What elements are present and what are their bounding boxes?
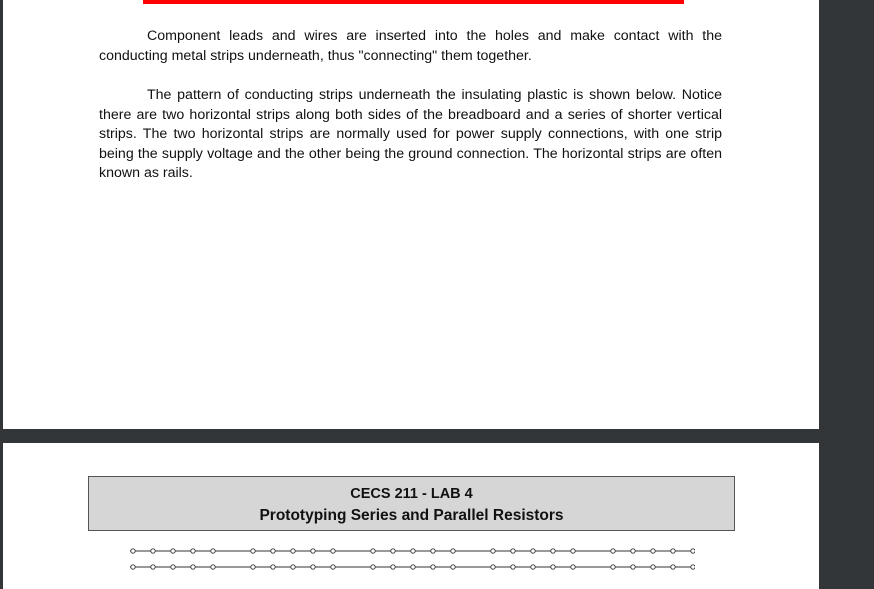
- rail-hole: [411, 565, 415, 569]
- rail-hole: [391, 565, 395, 569]
- rail-hole: [271, 565, 275, 569]
- rail-hole: [371, 549, 375, 553]
- document-page-2: [3, 443, 819, 589]
- viewer-scrollbar-area[interactable]: [819, 0, 874, 589]
- rail-hole: [611, 549, 615, 553]
- rail-hole: [331, 549, 335, 553]
- rail-hole: [291, 549, 295, 553]
- lab-title: CECS 211 - LAB 4: [350, 486, 473, 502]
- breadboard-rail-top: [130, 548, 695, 554]
- rail-hole: [651, 565, 655, 569]
- rail-hole: [411, 549, 415, 553]
- breadboard-rail-bottom: [130, 564, 695, 570]
- rail-hole: [171, 565, 175, 569]
- rail-hole: [191, 565, 195, 569]
- red-accent-bar: [143, 0, 684, 4]
- rail-hole: [211, 565, 215, 569]
- rail-hole: [251, 565, 255, 569]
- rail-hole: [151, 565, 155, 569]
- rail-hole: [331, 565, 335, 569]
- rail-hole: [531, 549, 535, 553]
- paragraph-component-leads: Component leads and wires are inserted into the holes and make contact with the conducting metal strips underneath, thus "connecting" them together.: [99, 28, 722, 64]
- rail-hole: [251, 549, 255, 553]
- rail-hole: [691, 549, 695, 553]
- rail-hole: [571, 549, 575, 553]
- rail-hole: [151, 549, 155, 553]
- rail-hole: [611, 565, 615, 569]
- rail-hole: [571, 565, 575, 569]
- rail-hole: [131, 565, 135, 569]
- rail-hole: [291, 565, 295, 569]
- rail-hole: [431, 549, 435, 553]
- rail-hole: [191, 549, 195, 553]
- rail-hole: [311, 549, 315, 553]
- rail-hole: [211, 549, 215, 553]
- rail-hole: [631, 549, 635, 553]
- rail-hole: [131, 549, 135, 553]
- rail-hole: [371, 565, 375, 569]
- rail-hole: [651, 549, 655, 553]
- rail-hole: [551, 565, 555, 569]
- document-page-1: [3, 0, 819, 429]
- rail-hole: [391, 549, 395, 553]
- lab-subtitle: Prototyping Series and Parallel Resistors: [259, 507, 564, 524]
- rail-hole: [491, 565, 495, 569]
- rail-hole: [271, 549, 275, 553]
- rail-hole: [451, 549, 455, 553]
- lab-title-box: [88, 476, 735, 531]
- rail-hole: [511, 549, 515, 553]
- rail-hole: [671, 565, 675, 569]
- rail-hole: [171, 549, 175, 553]
- rail-hole: [491, 549, 495, 553]
- rail-hole: [451, 565, 455, 569]
- rail-hole: [311, 565, 315, 569]
- rail-hole: [671, 549, 675, 553]
- rail-hole: [551, 549, 555, 553]
- rail-hole: [631, 565, 635, 569]
- rail-hole: [691, 565, 695, 569]
- rail-hole: [431, 565, 435, 569]
- paragraph-conducting-strips: The pattern of conducting strips underneath the insulating plastic is shown below. Notice there are two horizontal strips along both sides of the breadboard and a series of shorter vertical strips. The two horizontal strips are normally used for power supply connections, with one strip being the supply voltage and the other being the ground connection. The horizontal strips are often known as rails.: [99, 87, 722, 181]
- rail-hole: [511, 565, 515, 569]
- rail-hole: [531, 565, 535, 569]
